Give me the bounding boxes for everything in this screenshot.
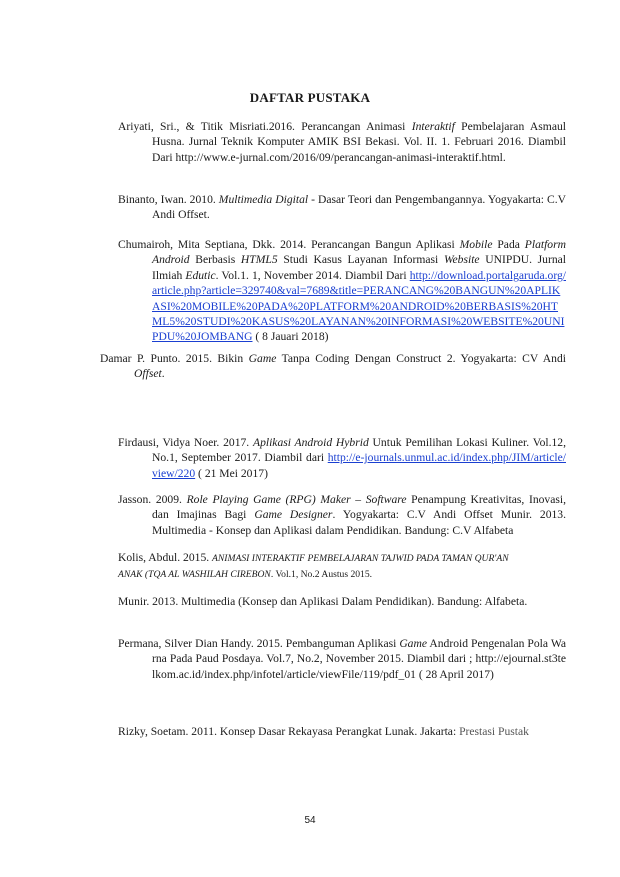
ref-italic: Role Playing Game (RPG) Maker – Software [186,493,407,506]
ref-text: Ariyati, Sri., & Titik Misriati.2016. Perancangan Animasi [118,120,412,133]
reference-firdausi [118,435,566,481]
ref-italic: Website [443,253,480,267]
ref-text: Chumairoh, Mita Septiana, Dkk. 2014. Perancangan Bangun Aplikasi [118,238,460,251]
ref-italic: HTML5 [240,253,278,267]
ref-italic: Platform Android [152,238,566,267]
ref-italic: Mobile [459,238,493,251]
ref-publisher: Prestasi Pustak [459,725,529,738]
ref-text: Pada [492,238,525,251]
ref-text: Damar P. Punto. 2015. Bikin [100,352,249,365]
ref-text: . [161,367,165,381]
ref-text: Studi Kasus Layanan Informasi [277,253,444,267]
ref-text: Penampung Kreativitas, Inovasi, dan Imajinas Bagi [152,493,566,522]
ref-text: . Yogyakarta: C.V Andi Offset Munir. 2013. Multimedia - Konsep dan Aplikasi dalam Pendidikan. Bandung: C.V Alfabeta [152,508,567,537]
reference-permana [118,636,566,682]
reference-damar [100,351,566,382]
ref-italic: Edutic [185,268,216,282]
reference-kolis [118,550,532,583]
ref-text: . Vol.1, No.2 Austus 2015. [270,569,373,581]
ref-italic: Interaktif [411,120,455,133]
ref-italic: Aplikasi Android Hybrid [252,436,369,449]
page-title: DAFTAR PUSTAKA [249,90,371,105]
reference-ariyati [118,119,566,165]
ref-text: - Dasar Teori dan Pengembangannya. Yogyakarta: C.V Andi Offset. [152,193,567,222]
ref-text: Tanpa Coding Dengan Construct 2. Yogyakarta: CV Andi [276,352,566,365]
ref-text: Jasson. 2009. [118,493,187,506]
ref-text: Rizky, Soetam. 2011. Konsep Dasar Rekayasa Perangkat Lunak. Jakarta: [118,725,460,738]
ref-text: Untuk Pemilihan Lokasi Kuliner. Vol.12, No.1, September 2017. Diambil dari [152,436,566,465]
ref-text: Firdausi, Vidya Noer. 2017. [118,436,253,449]
ref-text: Pembelajaran Asmaul Husna. Jurnal Teknik Komputer AMIK BSI Bekasi. Vol. II. 1. Februari 2016. Diambil Dari http://www.e-jurnal.com/2016/09/perancangan-animasi-interaktif.html. [152,120,566,164]
ref-text: Android Pengenalan Pola Warna Pada Paud Posdaya. Vol.7, No.2, November 2015. Diambil dari ; http://ejournal.st3telkom.ac.id/index.php/infotel/article/viewFile/119/pdf_01 [152,637,566,681]
ref-italic: ANIMASI INTERAKTIF PEMBELAJARAN TAJWID PADA TAMAN QUR'AN ANAK (TQA AL WASHILAH CIREBON [118,553,509,581]
ref-text: Berbasis [189,253,241,267]
reference-link[interactable]: http://e-journals.unmul.ac.id/index.php/JIM/article/view/220 [152,451,566,480]
reference-binanto [118,192,566,223]
ref-italic: Game [399,637,428,650]
ref-text: Permana, Silver Dian Handy. 2015. Pembanguman Aplikasi [118,637,400,650]
ref-italic: Game [248,352,277,365]
reference-link[interactable]: http://download.portalgaruda.org/article.php?article=329740&val=7689&title=PERANCANG%20BANGUN%20APLIKASI%20MOBILE%20PADA%20PLATFORM%20ANDROID%20BERBASIS%20HTML5%20STUDI%20KASUS%20LAYANAN%20INFORMASI%20WEBSITE%20UNIPDU%20JOMBANG [152,268,566,344]
ref-date: ( 8 Jauari 2018) [252,330,329,344]
reference-munir [118,594,566,609]
ref-text: Munir. 2013. Multimedia (Konsep dan Aplikasi Dalam Pendidikan). Bandung: Alfabeta. [118,595,528,608]
reference-jasson [118,492,566,538]
reference-chumairoh [118,237,566,345]
ref-date: ( 28 April 2017) [415,667,494,681]
ref-date: ( 21 Mei 2017) [195,466,268,480]
ref-text: Kolis, Abdul. 2015. [118,551,213,564]
page-number: 54 [304,815,316,826]
ref-text: UNIPDU. Jurnal Ilmiah [152,253,566,282]
reference-rizky [118,724,566,739]
ref-text: . Vol.1. 1, November 2014. Diambil Dari [215,268,407,282]
ref-text: Binanto, Iwan. 2010. [118,193,219,206]
ref-italic: Game Designer [254,508,333,522]
ref-italic: Multimedia Digital [218,193,309,206]
ref-italic: Offset [134,367,162,381]
